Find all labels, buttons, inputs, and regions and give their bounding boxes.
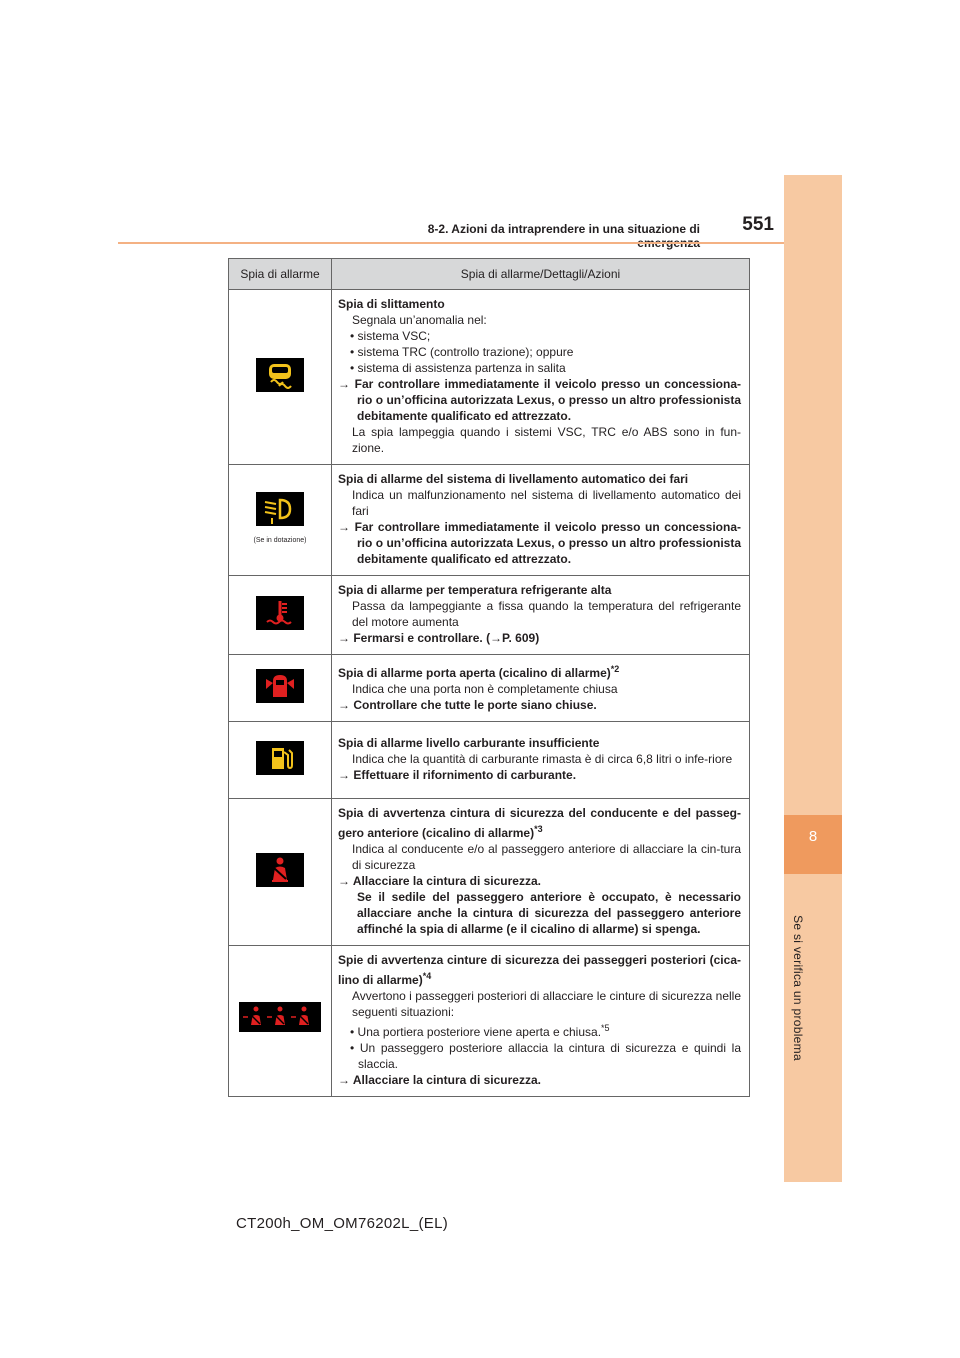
light-description: Indica che una porta non è completamente chiusa (352, 682, 618, 696)
list-item: • sistema TRC (controllo trazione); oppure (350, 345, 574, 359)
icon-cell (229, 655, 332, 722)
detail-cell (332, 722, 750, 799)
icon-cell (229, 946, 332, 1097)
document-code: CT200h_OM_OM76202L_(EL) (236, 1215, 449, 1232)
light-title: Spia di allarme porta aperta (cicalino di allarme)$^{*2}$ (338, 664, 620, 680)
table-row (229, 576, 750, 655)
action-text: → Fermarsi e controllare. (→P. 609) (338, 631, 540, 645)
table-row (229, 465, 750, 576)
chapter-title: Se si verifica un problema (791, 915, 805, 1061)
detail-cell (332, 576, 750, 655)
action-detail: Se il sedile del passeggero anteriore è occupato, è necessario allacciare anche la cintura di sicurezza del passeggero anteriore affinché la spia di allarme (e il cicalino di allarme) si spenga. (357, 890, 741, 936)
fuel-icon (256, 741, 304, 775)
section-title: 8-2. Azioni da intraprendere in una situazione di (427, 222, 700, 236)
light-description: Indica un malfunzionamento nel sistema di livellamento automatico dei fari (352, 488, 741, 518)
table-row (229, 722, 750, 799)
footnote-ref: *5 (601, 1023, 610, 1033)
coolant-temperature-icon (256, 596, 304, 630)
detail-cell (332, 799, 750, 946)
icon-cell (229, 799, 332, 946)
action-text: → Controllare che tutte le porte siano chiuse. (338, 698, 597, 712)
slip-indicator-icon (256, 358, 304, 392)
light-title: Spia di allarme del sistema di livellamento automatico dei fari (338, 472, 689, 486)
table-header-row (229, 259, 750, 290)
footnote-ref: *2 (610, 664, 620, 674)
list-item: • sistema di assistenza partenza in salita (350, 361, 566, 375)
action-text: → Allacciare la cintura di sicurezza. (338, 1073, 541, 1087)
icon-cell (229, 576, 332, 655)
table-row (229, 290, 750, 465)
detail-cell (332, 290, 750, 465)
light-description: Passa da lampeggiante a fissa quando la temperatura del refrigerante del motore aumenta (352, 599, 741, 629)
column-header-light: Spia di allarme (229, 259, 332, 290)
light-title: Spia di allarme livello carburante insufficiente (338, 736, 600, 750)
warning-lights-table (228, 258, 750, 1097)
detail-cell (332, 655, 750, 722)
list-item: • Un passeggero posteriore allaccia la cintura di sicurezza e quindi la slaccia. (350, 1041, 741, 1071)
light-description: Avvertono i passeggeri posteriori di allacciare le cinture di sicurezza nelle seguenti situazioni: (352, 989, 741, 1019)
icon-cell (229, 465, 332, 576)
action-text: → Allacciare la cintura di sicurezza. (338, 874, 541, 888)
action-text: → Far controllare immediatamente il veicolo presso un concessiona-rio o un’officina autorizzata Lexus, o presso un altro professionista debitamente qualificato ed attrezzato. (338, 377, 741, 423)
table-row (229, 799, 750, 946)
light-description: Indica al conducente e/o al passeggero anteriore di allacciare la cin-tura di sicurezza (352, 842, 741, 872)
light-title: Spia di slittamento (338, 297, 445, 311)
page-number: 551 (742, 214, 774, 235)
optional-note: (Se in dotazione) (253, 536, 307, 544)
light-title: Spia di avvertenza cintura di sicurezza del conducente e del passeg-gero anteriore (cicalino di allarme)$^{*3}$ (338, 806, 741, 840)
action-text: → Far controllare immediatamente il veicolo presso un concessiona-rio o un’officina autorizzata Lexus, o presso un altro professionista debitamente qualificato ed attrezzato. (338, 520, 741, 566)
table-row (229, 655, 750, 722)
list-item: • sistema VSC; (350, 329, 431, 343)
table-row (229, 946, 750, 1097)
light-description: Indica che la quantità di carburante rimasta è di circa 6,8 litri o infe-riore (352, 752, 733, 766)
list-item: • Una portiera posteriore viene aperta e chiusa.$^{*5}$ (350, 1023, 610, 1039)
icon-cell (229, 290, 332, 465)
detail-cell (332, 946, 750, 1097)
light-title: Spia di allarme per temperatura refrigerante alta (338, 583, 612, 597)
column-header-details: Spia di allarme/Dettagli/Azioni (332, 259, 750, 290)
headlight-leveling-icon (256, 492, 304, 526)
light-description: Segnala un’anomalia nel: (352, 313, 487, 327)
seatbelt-icon (256, 853, 304, 887)
action-text: → Effettuare il rifornimento di carburante. (338, 768, 577, 782)
footnote-ref: *3 (534, 824, 543, 834)
note-text: La spia lampeggia quando i sistemi VSC, TRC e/o ABS sono in fun-zione. (352, 425, 741, 455)
footnote-ref: *4 (422, 971, 432, 981)
detail-cell (332, 465, 750, 576)
icon-cell (229, 722, 332, 799)
header-rule (118, 242, 784, 244)
door-open-icon (256, 669, 304, 703)
rear-seatbelt-icon (239, 1002, 321, 1036)
light-title: Spie di avvertenza cinture di sicurezza dei passeggeri posteriori (cica-lino di allarme)$^{*4}$ (338, 953, 741, 987)
chapter-number: 8 (808, 828, 818, 845)
